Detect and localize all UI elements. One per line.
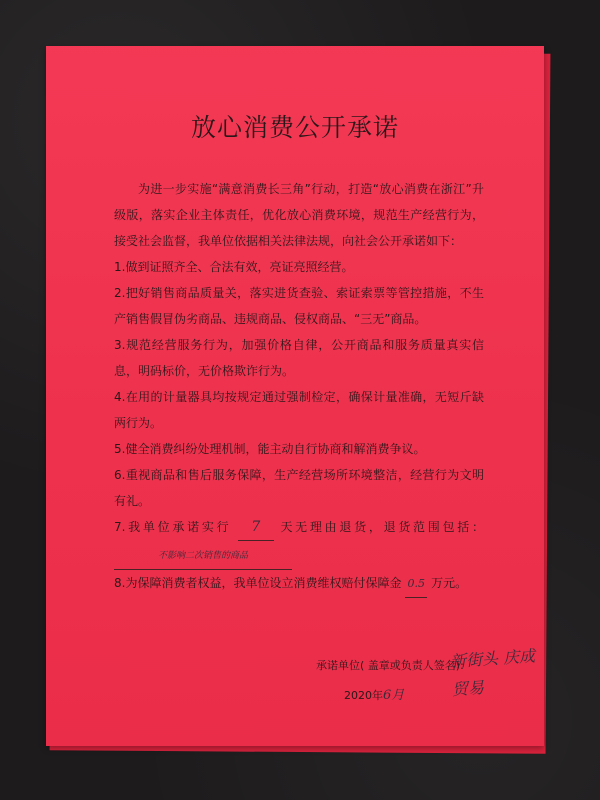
item-1: 1.做到证照齐全、合法有效，亮证亮照经营。 xyxy=(114,260,354,274)
item-4: 4.在用的计量器具均按规定通过强制检定，确保计量准确，无短斤缺两行为。 xyxy=(114,390,484,430)
sign-date xyxy=(344,684,404,703)
item-7-prefix: 7.我单位承诺实行 xyxy=(114,520,232,534)
item-8-suffix: 万元。 xyxy=(431,576,468,590)
sign-date-month: 6月 xyxy=(383,688,405,703)
signature-label: 承诺单位( 盖章或负责人签名): xyxy=(316,659,464,672)
item-2: 2.把好销售商品质量关，落实进货查验、索证索票等管控措施，不生产销售假冒伪劣商品、违规商品、侵权商品、“三无”商品。 xyxy=(114,286,484,326)
item-7-mid: 天无理由退货，退货范围包括： xyxy=(280,520,484,534)
item-3: 3.规范经营服务行为，加强价格自律，公开商品和服务质量真实信息，明码标价，无价格欺诈行为。 xyxy=(114,338,484,378)
item-8-prefix: 8.为保障消费者权益，我单位设立消费维权赔付保障金 xyxy=(114,576,402,590)
item-8 xyxy=(114,570,484,598)
item-6: 6.重视商品和售后服务保障，生产经营场所环境整洁，经营行为文明有礼。 xyxy=(114,468,484,508)
return-days-field xyxy=(238,514,274,541)
deposit-amount-field xyxy=(405,570,427,598)
document-body xyxy=(114,176,484,598)
sign-date-year: 2020年 xyxy=(344,689,383,702)
item-7 xyxy=(114,514,484,570)
return-scope-field xyxy=(114,541,292,570)
document-title: 放心消费公开承诺 xyxy=(190,113,399,142)
return-scope-value: 不影响二次销售的商品 xyxy=(157,551,248,561)
promise-document xyxy=(46,46,544,746)
return-days-value: 7 xyxy=(251,519,261,535)
handwritten-signature: 新街头 庆成贸易 xyxy=(449,646,536,700)
deposit-amount-value: 0.5 xyxy=(407,577,426,590)
intro-paragraph: 为进一步实施“满意消费长三角”行动，打造“放心消费在浙江”升级版，落实企业主体责任，优化放心消费环境，规范生产经营行为，接受社会监督，我单位依据相关法律法规，向社会公开承诺如下： xyxy=(114,182,484,248)
item-5: 5.健全消费纠纷处理机制，能主动自行协商和解消费争议。 xyxy=(114,442,426,456)
